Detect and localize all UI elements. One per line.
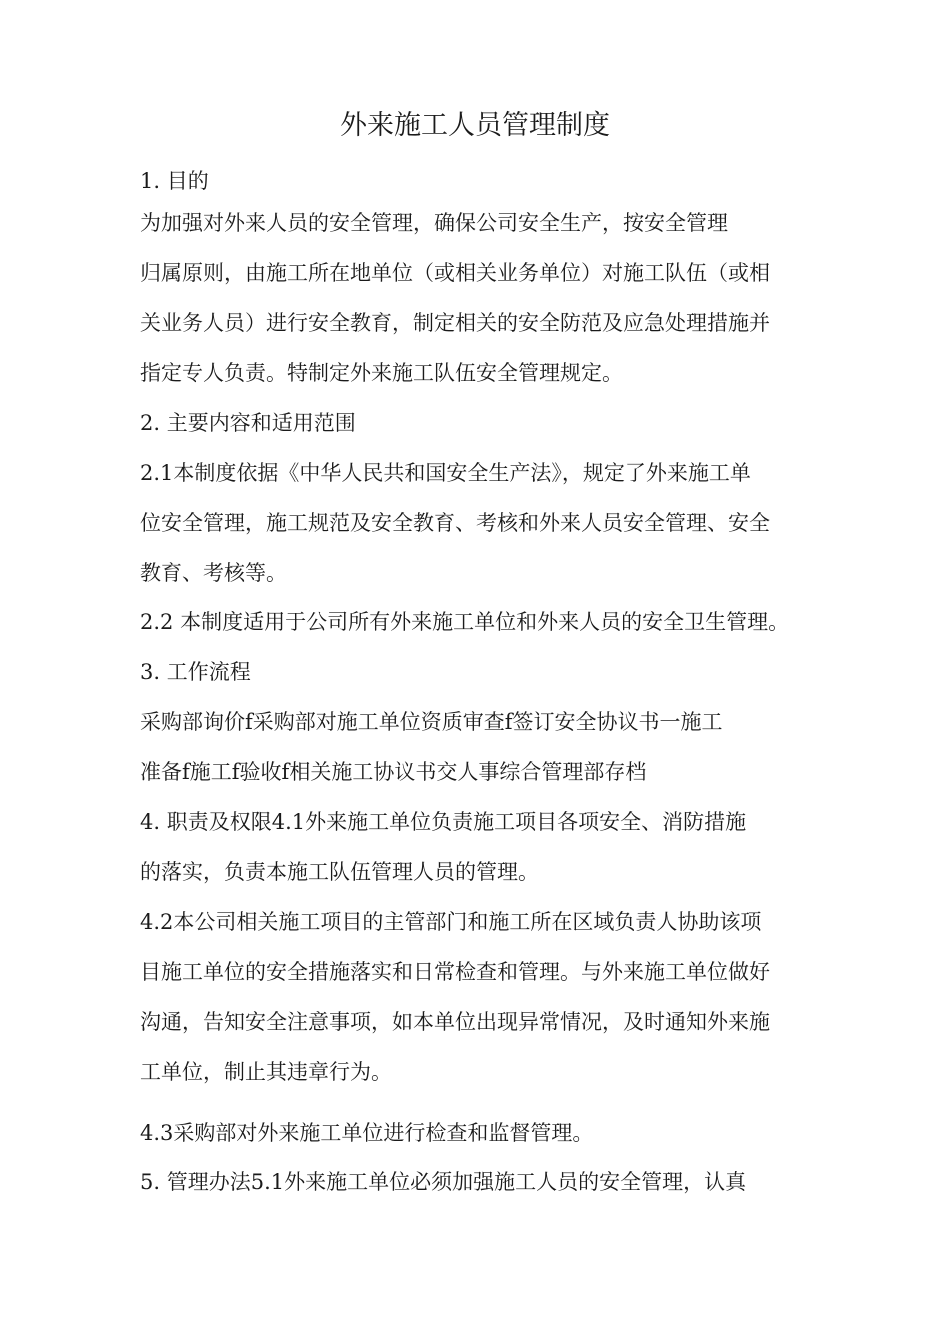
heading-5-management: 5. 管理办法5.1外来施工单位必须加强施工人员的安全管理，认真 (140, 1170, 747, 1194)
paragraph-line: 2.1本制度依据《中华人民共和国安全生产法》，规定了外来施工单 (140, 461, 751, 485)
paragraph-line: 准备f施工f验收f相关施工协议书交人事综合管理部存档 (140, 760, 647, 784)
paragraph-line: 采购部询价f采购部对施工单位资质审查f签订安全协议书一施工 (140, 710, 723, 734)
paragraph-line: 关业务人员）进行安全教育，制定相关的安全防范及应急处理措施并 (140, 311, 770, 335)
paragraph-line: 指定专人负责。特制定外来施工队伍安全管理规定。 (140, 361, 623, 385)
paragraph-line: 为加强对外来人员的安全管理，确保公司安全生产，按安全管理 (140, 211, 728, 235)
paragraph-line: 4.2本公司相关施工项目的主管部门和施工所在区域负责人协助该项 (140, 910, 762, 934)
paragraph-line: 2.2 本制度适用于公司所有外来施工单位和外来人员的安全卫生管理。 (140, 610, 790, 634)
heading-3-workflow: 3. 工作流程 (140, 660, 251, 684)
heading-2-scope: 2. 主要内容和适用范围 (140, 411, 356, 435)
heading-4-responsibilities: 4. 职责及权限4.1外来施工单位负责施工项目各项安全、消防措施 (140, 810, 747, 834)
paragraph-line: 目施工单位的安全措施落实和日常检查和管理。与外来施工单位做好 (140, 960, 770, 984)
paragraph-line: 工单位，制止其违章行为。 (140, 1060, 392, 1084)
heading-1-purpose: 1. 目的 (140, 169, 209, 193)
paragraph-line: 4.3采购部对外来施工单位进行检查和监督管理。 (140, 1121, 594, 1145)
paragraph-line: 位安全管理，施工规范及安全教育、考核和外来人员安全管理、安全 (140, 511, 770, 535)
paragraph-line: 沟通，告知安全注意事项，如本单位出现异常情况，及时通知外来施 (140, 1010, 770, 1034)
paragraph-line: 的落实，负责本施工队伍管理人员的管理。 (140, 860, 539, 884)
document-title: 外来施工人员管理制度 (340, 110, 610, 141)
paragraph-line: 归属原则，由施工所在地单位（或相关业务单位）对施工队伍（或相 (140, 261, 770, 285)
paragraph-line: 教育、考核等。 (140, 561, 287, 585)
